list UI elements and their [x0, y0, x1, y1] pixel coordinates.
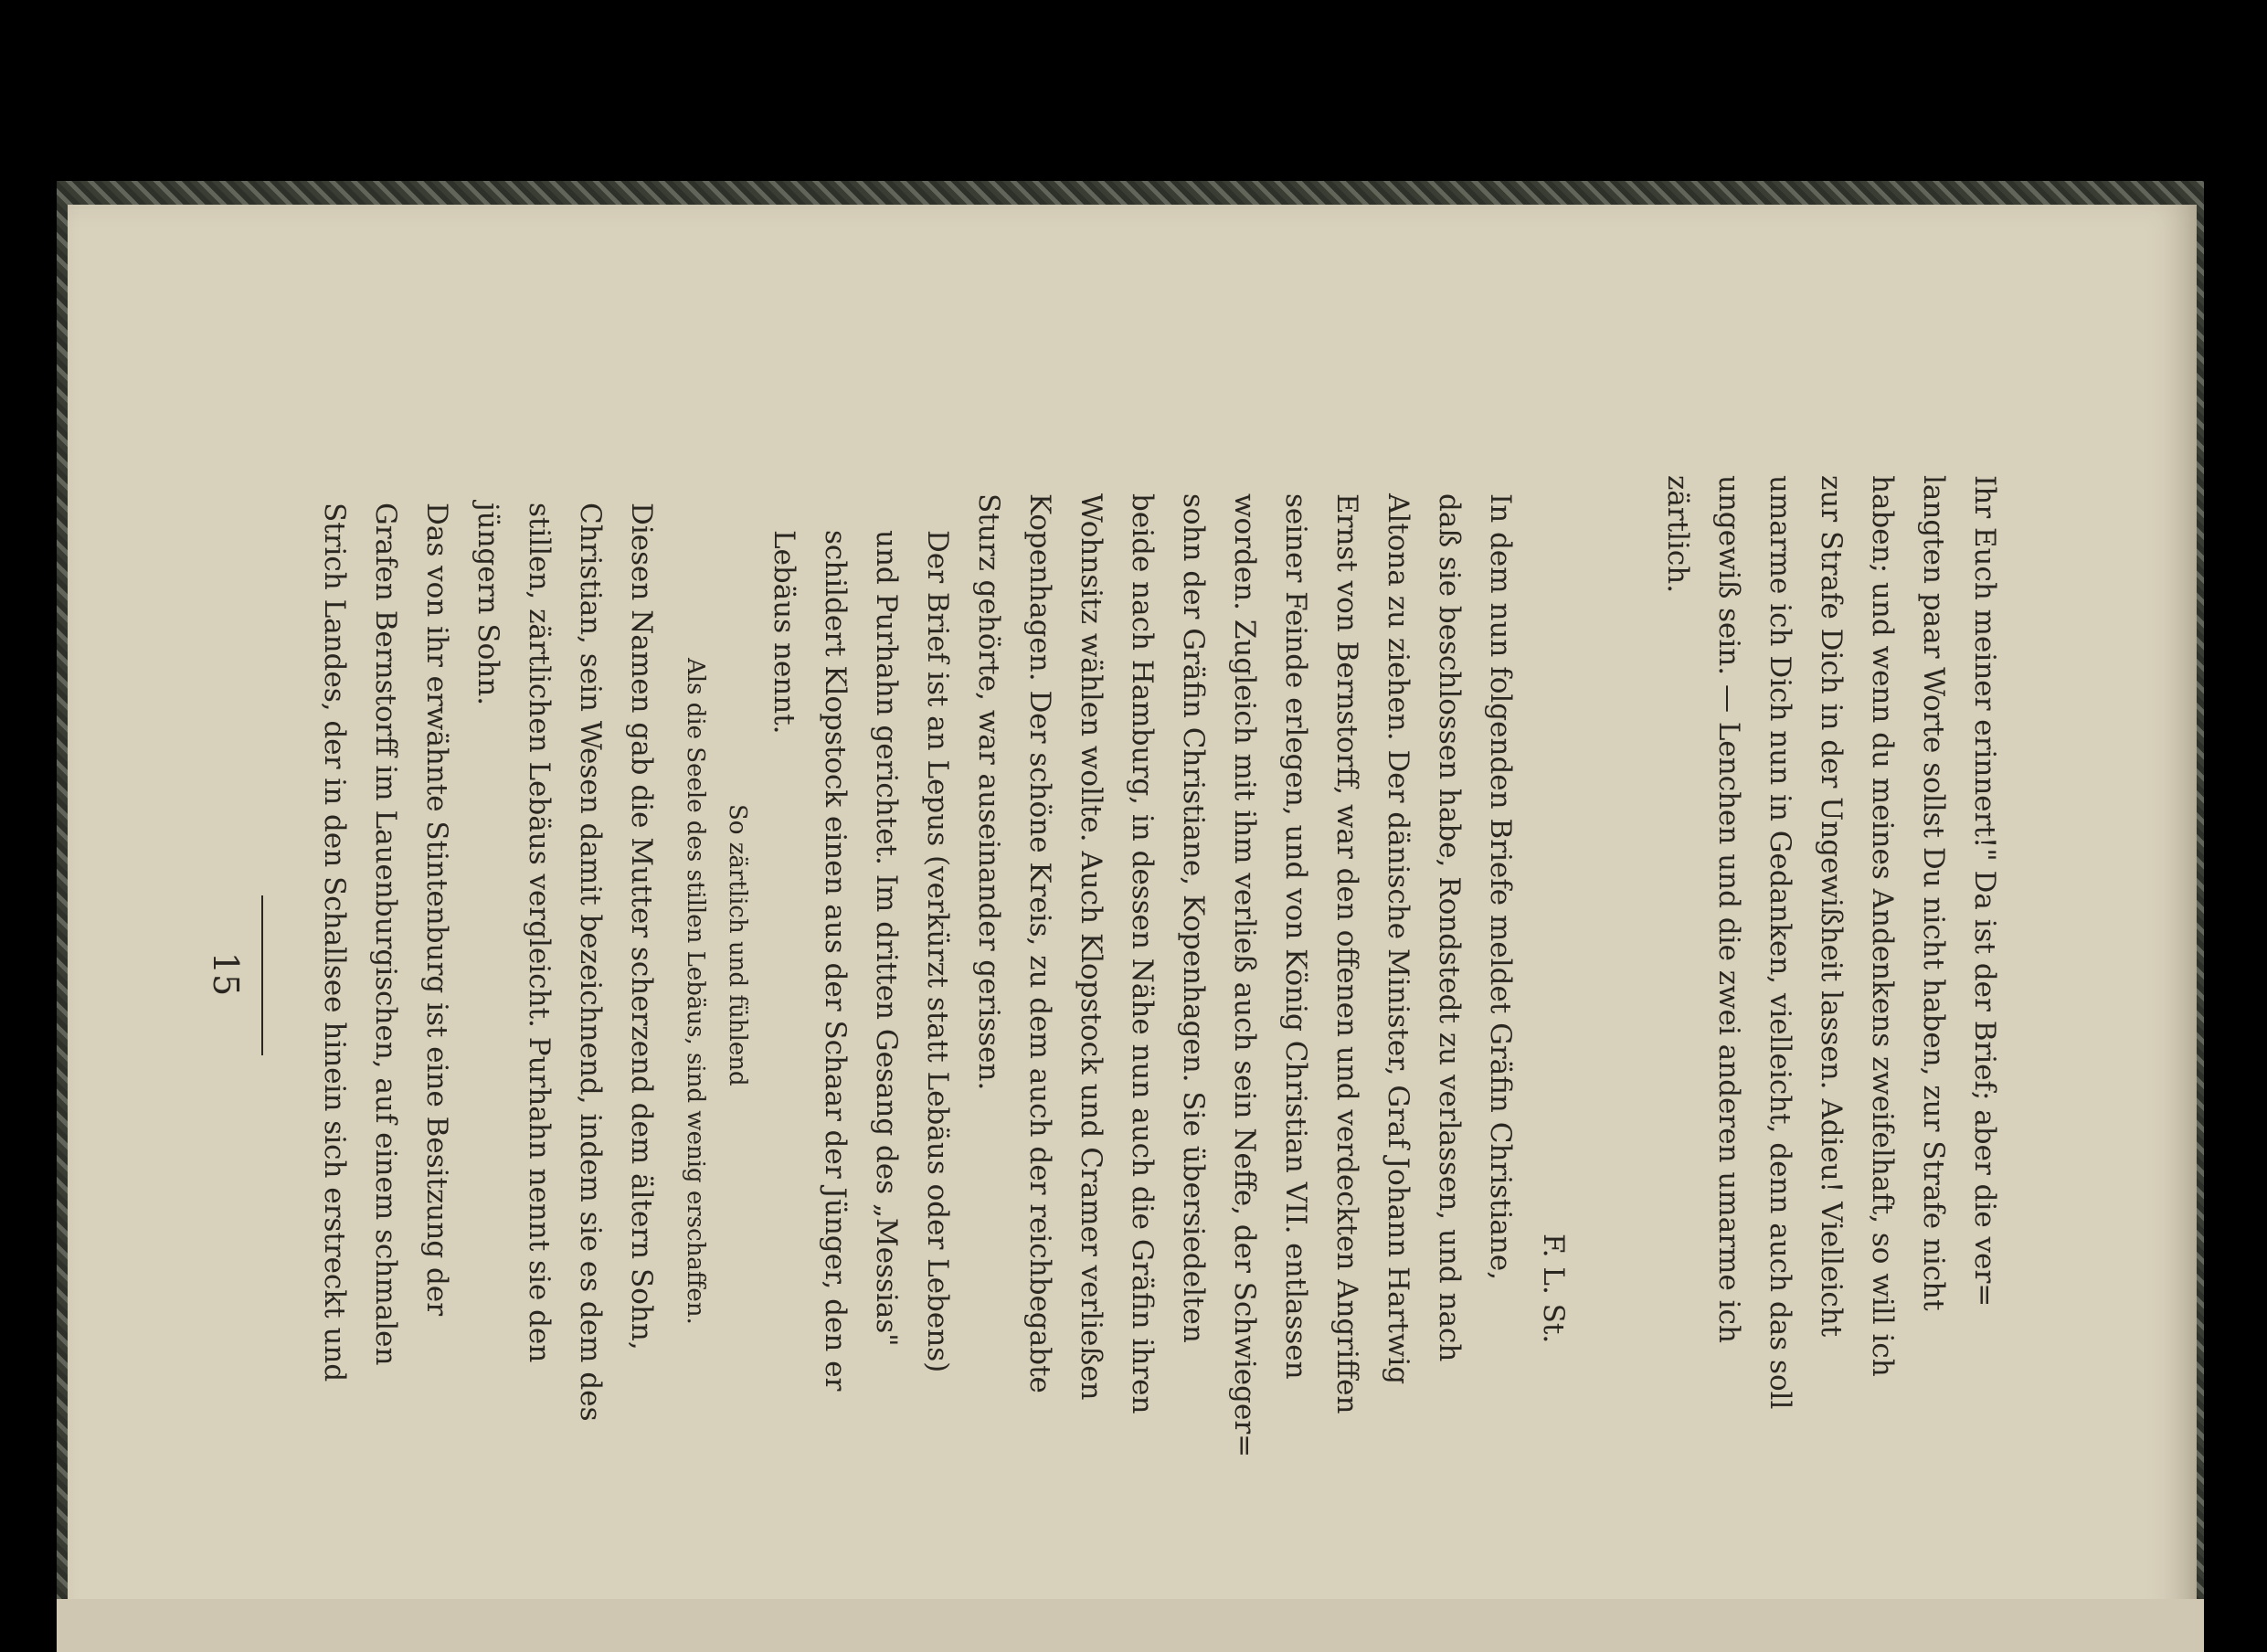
paragraph-1 — [1652, 475, 2010, 1409]
text-line: ungewiß sein. — Lenchen und die zwei anderen umarme ich — [1712, 475, 1745, 1343]
text-line: zärtlich. — [1661, 475, 1694, 594]
text-line: Strich Landes, der in den Schallsee hinein sich erstreckt und — [318, 503, 351, 1382]
page-number-rule — [261, 895, 263, 1055]
text-line: daß sie beschlossen habe, Rondstedt zu verlassen, und nach — [1433, 493, 1466, 1362]
rotated-page-text — [183, 183, 2010, 1553]
text-line: Grafen Bernstorff im Lauenburgischen, auf einem schmalen — [369, 503, 402, 1366]
text-line: Kopenhagen. Der schöne Kreis, zu dem auch der reichbegabte — [1023, 493, 1056, 1393]
text-line: Ernst von Bernstorff, war den offenen und verdeckten Angriffen — [1330, 493, 1363, 1414]
paragraph-4 — [462, 503, 667, 1421]
paragraph-2 — [963, 493, 1526, 1457]
text-line: Altona zu ziehen. Der dänische Minister, Graf Johann Hartwig — [1382, 493, 1414, 1385]
text-line: langten paar Worte sollst Du nicht haben, zur Strafe nicht — [1917, 475, 1950, 1311]
text-line: Sturz gehörte, war auseinander gerissen. — [972, 493, 1005, 1091]
text-line: Lebäus nennt. — [768, 530, 800, 735]
signature: F. L. St. — [1537, 1234, 1570, 1344]
text-line: stillen, zärtlichen Lebäus vergleicht. Purhahn nennt sie den — [523, 503, 556, 1363]
page-number: 15 — [206, 951, 246, 997]
text-line: Christian, sein Wesen damit bezeichnend, indem sie es dem des — [574, 503, 607, 1422]
text-line: beide nach Hamburg, in dessen Nähe nun auch die Gräfin ihren — [1126, 493, 1159, 1414]
text-line: zur Strafe Dich in der Ungewißheit lassen. Adieu! Vielleicht — [1815, 475, 1848, 1338]
paragraph-5 — [309, 503, 462, 1382]
text-line: jüngern Sohn. — [471, 503, 504, 706]
text-line: Der Brief ist an Lepus (verkürzt statt Lebäus oder Lebens) — [921, 530, 954, 1373]
text-line: In dem nun folgenden Briefe meldet Gräfin Christiane, — [1484, 493, 1517, 1281]
text-line: sohn der Gräfin Christiane, Kopenhagen. Sie übersiedelten — [1177, 493, 1210, 1343]
text-line: Wohnsitz wählen wollte. Auch Klopstock und Cramer verließen — [1075, 493, 1107, 1401]
verse-line: So zärtlich und fühlend — [724, 804, 751, 1086]
text-line: schildert Klopstock einen aus der Schaar der Jünger, den er — [819, 530, 852, 1392]
text-line: worden. Zugleich mit ihm verließ auch sein Neffe, der Schwieger= — [1228, 493, 1261, 1458]
text-line: Diesen Namen gab die Mutter scherzend dem ältern Sohn, — [625, 503, 658, 1350]
text-line: und Purhahn gerichtet. Im dritten Gesang des „Messias" — [870, 530, 903, 1347]
text-line: Das von ihr erwähnte Stintenburg ist eine Besitzung der — [420, 503, 453, 1317]
text-line: haben; und wenn du meines Andenkens zweifelhaft, so will ich — [1866, 475, 1899, 1377]
text-line: Ihr Euch meiner erinnert!" Da ist der Brief; aber die ver= — [1968, 475, 2001, 1308]
underlying-page — [57, 1599, 2204, 1652]
paragraph-3 — [758, 530, 963, 1391]
text-line: umarme ich Dich nun in Gedanken, vielleicht, denn auch das soll — [1764, 475, 1796, 1410]
verse-line: Als die Seele des stillen Lebäus, sind wenig erschaffen. — [682, 658, 709, 1325]
text-line: seiner Feinde erlegen, und von König Christian VII. entlassen — [1279, 493, 1312, 1380]
verse-quote — [674, 658, 758, 1325]
